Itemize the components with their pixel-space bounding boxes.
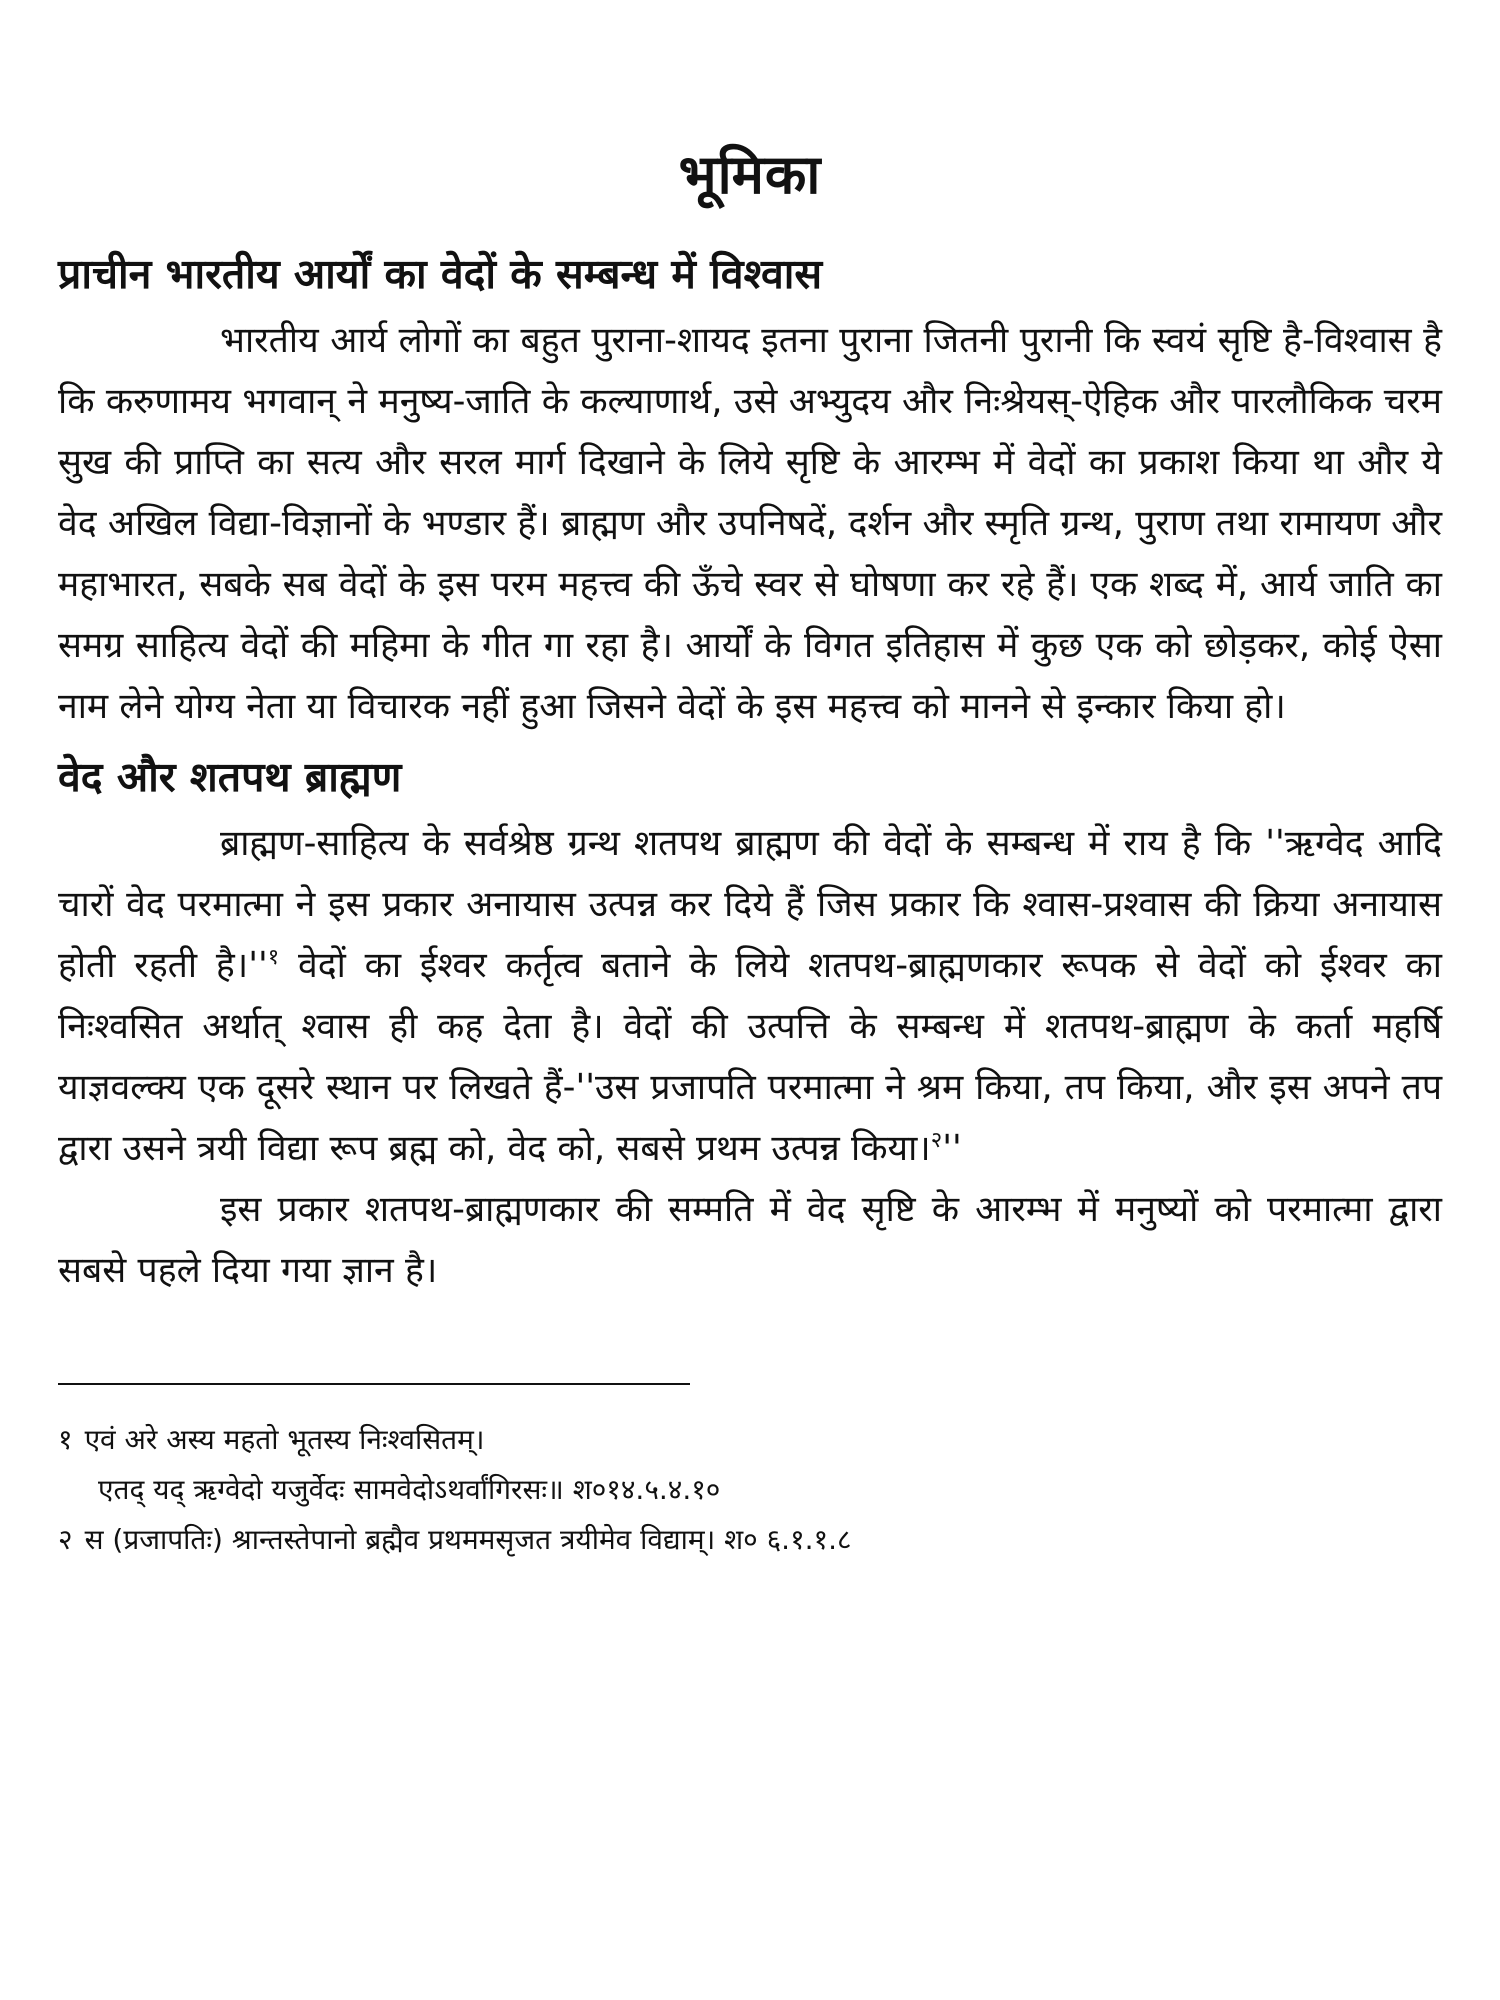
footnote-reference-1[interactable]: १ <box>267 945 280 971</box>
footnote-divider <box>58 1383 690 1385</box>
footnote-1 <box>58 1415 1442 1465</box>
page-title: भूमिका <box>678 143 822 206</box>
footnote-number: १ <box>58 1423 73 1456</box>
footnote-1-continuation: एतद् यद् ऋग्वेदो यजुर्वेदः सामवेदोऽथर्वांगिरसः॥ श०१४.५.४.१० <box>98 1473 721 1506</box>
footnote-2 <box>58 1515 1442 1565</box>
paragraph-text: वेदों का ईश्वर कर्तृत्व बताने के लिये शतपथ-ब्राह्मणकार रूपक से वेदों को ईश्वर का निःश्वसित अर्थात् श्वास ही कह देता है। वेदों की उत्पत्ति के सम्बन्ध में शतपथ-ब्राह्मण के कर्ता महर्षि याज्ञवल्क्य एक दूसरे स्थान पर लिखते हैं-''उस प्रजापति परमात्मा ने श्रम किया, तप किया, और इस अपने तप द्वारा उसने त्रयी विद्या रूप ब्रह्म को, वेद को, सबसे प्रथम उत्पन्न किया। <box>58 945 1442 1169</box>
footnotes <box>58 1415 1442 1565</box>
paragraph-belief: भारतीय आर्य लोगों का बहुत पुराना-शायद इतना पुराना जितनी पुरानी कि स्वयं सृष्टि है-विश्वास है कि करुणामय भगवान् ने मनुष्य-जाति के कल्याणार्थ, उसे अभ्युदय और निःश्रेयस्-ऐहिक और पारलौकिक चरम सुख की प्राप्ति का सत्य और सरल मार्ग दिखाने के लिये सृष्टि के आरम्भ में वेदों का प्रकाश किया था और ये वेद अखिल विद्या-विज्ञानों के भण्डार हैं। ब्राह्मण और उपनिषदें, दर्शन और स्मृति ग्रन्थ, पुराण तथा रामायण और महाभारत, सबके सब वेदों के इस परम महत्त्व की ऊँचे स्वर से घोषणा कर रहे हैं। एक शब्द में, आर्य जाति का समग्र साहित्य वेदों की महिमा के गीत गा रहा है। आर्यों के विगत इतिहास में कुछ एक को छोड़कर, कोई ऐसा नाम लेने योग्य नेता या विचारक नहीं हुआ जिसने वेदों के इस महत्त्व को मानने से इन्कार किया हो। <box>58 320 1442 727</box>
closing-quote: '' <box>942 1128 962 1169</box>
footnote-text: स (प्रजापतिः) श्रान्तस्तेपानो ब्रह्मैव प्रथममसृजत त्रयीमेव विद्याम्। श० ६.१.१.८ <box>84 1523 852 1556</box>
paragraph-shatapatha-conclusion: इस प्रकार शतपथ-ब्राह्मणकार की सम्मति में वेद सृष्टि के आरम्भ में मनुष्यों को परमात्मा द्वारा सबसे पहले दिया गया ज्ञान है। <box>58 1189 1442 1291</box>
footnote-reference-2[interactable]: २ <box>930 1128 943 1154</box>
section-heading-belief: प्राचीन भारतीय आर्यों का वेदों के सम्बन्ध में विश्वास <box>58 250 823 298</box>
paragraph-text: ब्राह्मण-साहित्य के सर्वश्रेष्ठ ग्रन्थ शतपथ ब्राह्मण की वेदों के सम्बन्ध में राय है कि ''ऋग्वेद आदि चारों वेद परमात्मा ने इस प्रकार अनायास उत्पन्न कर दिये हैं जिस प्रकार कि श्वास-प्रश्वास की क्रिया अनायास होती रहती है।'' <box>58 823 1442 986</box>
section-heading-shatapatha: वेद और शतपथ ब्राह्मण <box>58 753 402 801</box>
footnote-number: २ <box>58 1523 73 1556</box>
paragraph-shatapatha-view <box>58 813 1442 1179</box>
footnote-text: एवं अरे अस्य महतो भूतस्य निःश्वसितम्। <box>84 1423 485 1456</box>
